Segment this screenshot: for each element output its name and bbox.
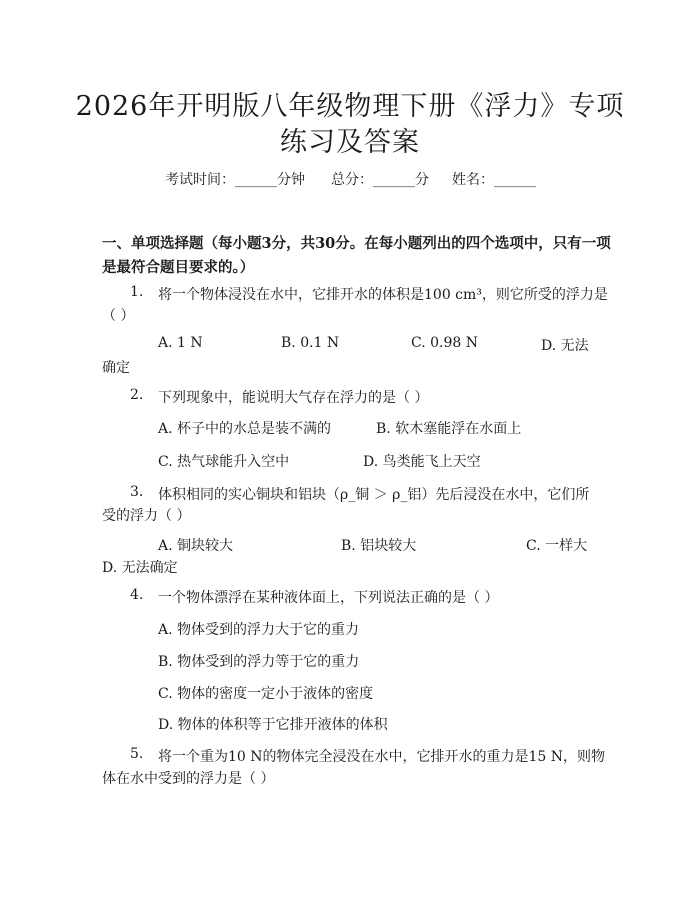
question-1-option-d: D. 无法 (541, 338, 589, 354)
question-2-number: 2. (130, 387, 144, 403)
question-3-stem-cont: 受的浮力（ ） (102, 508, 191, 524)
student-name-field: 姓名：______ (452, 172, 536, 188)
question-4-option-b: B. 物体受到的浮力等于它的重力 (158, 654, 360, 670)
total-score-field: 总分：______分 (331, 172, 429, 188)
question-3-number: 3. (130, 484, 144, 500)
section-heading-line2: 是最符合题目要求的。） (102, 259, 255, 276)
question-2-option-d: D. 鸟类能飞上天空 (363, 454, 481, 470)
question-1-option-c: C. 0.98 N (411, 335, 478, 351)
question-5-number: 5. (130, 746, 144, 762)
question-1-option-b: B. 0.1 N (281, 335, 340, 351)
question-5-stem-cont: 体在水中受到的浮力是（ ） (102, 771, 275, 787)
section-heading-line1: 一、单项选择题（每小题3分，共30分。在每小题列出的四个选项中，只有一项 (102, 235, 611, 252)
question-3-option-b: B. 铝块较大 (341, 538, 417, 554)
question-1-option-d-wrap: 确定 (102, 360, 130, 376)
question-1-stem: 将一个物体浸没在水中，它排开水的体积是100 cm³，则它所受的浮力是 (158, 287, 608, 303)
question-5-stem: 将一个重为10 N的物体完全浸没在水中，它排开水的重力是15 N，则物 (158, 749, 606, 765)
question-4-number: 4. (130, 587, 144, 603)
question-3-option-a: A. 铜块较大 (158, 538, 234, 554)
question-4-option-c: C. 物体的密度一定小于液体的密度 (158, 686, 374, 702)
question-3-option-d: D. 无法确定 (102, 560, 178, 576)
question-2-option-b: B. 软木塞能浮在水面上 (376, 421, 522, 437)
question-2-stem: 下列现象中，能说明大气存在浮力的是（ ） (158, 390, 429, 406)
question-2-option-c: C. 热气球能升入空中 (158, 454, 290, 470)
document-title-line1: 2026年开明版八年级物理下册《浮力》专项 (75, 91, 625, 122)
question-4-option-d: D. 物体的体积等于它排开液体的体积 (158, 717, 388, 733)
question-1-number: 1. (130, 284, 144, 300)
document-title-line2: 练习及答案 (280, 127, 420, 158)
question-1-stem-cont: （ ） (102, 308, 135, 324)
question-4-stem: 一个物体漂浮在某种液体面上，下列说法正确的是（ ） (158, 590, 499, 606)
question-3-stem: 体积相同的实心铜块和铝块（ρ_铜 ＞ ρ_铝）先后浸没在水中，它们所 (158, 487, 590, 503)
exam-time-field: 考试时间：______分钟 (165, 172, 305, 188)
question-3-option-c: C. 一样大 (526, 538, 588, 554)
question-4-option-a: A. 物体受到的浮力大于它的重力 (158, 622, 360, 638)
question-2-option-a: A. 杯子中的水总是装不满的 (158, 421, 332, 437)
question-1-option-a: A. 1 N (158, 335, 203, 351)
